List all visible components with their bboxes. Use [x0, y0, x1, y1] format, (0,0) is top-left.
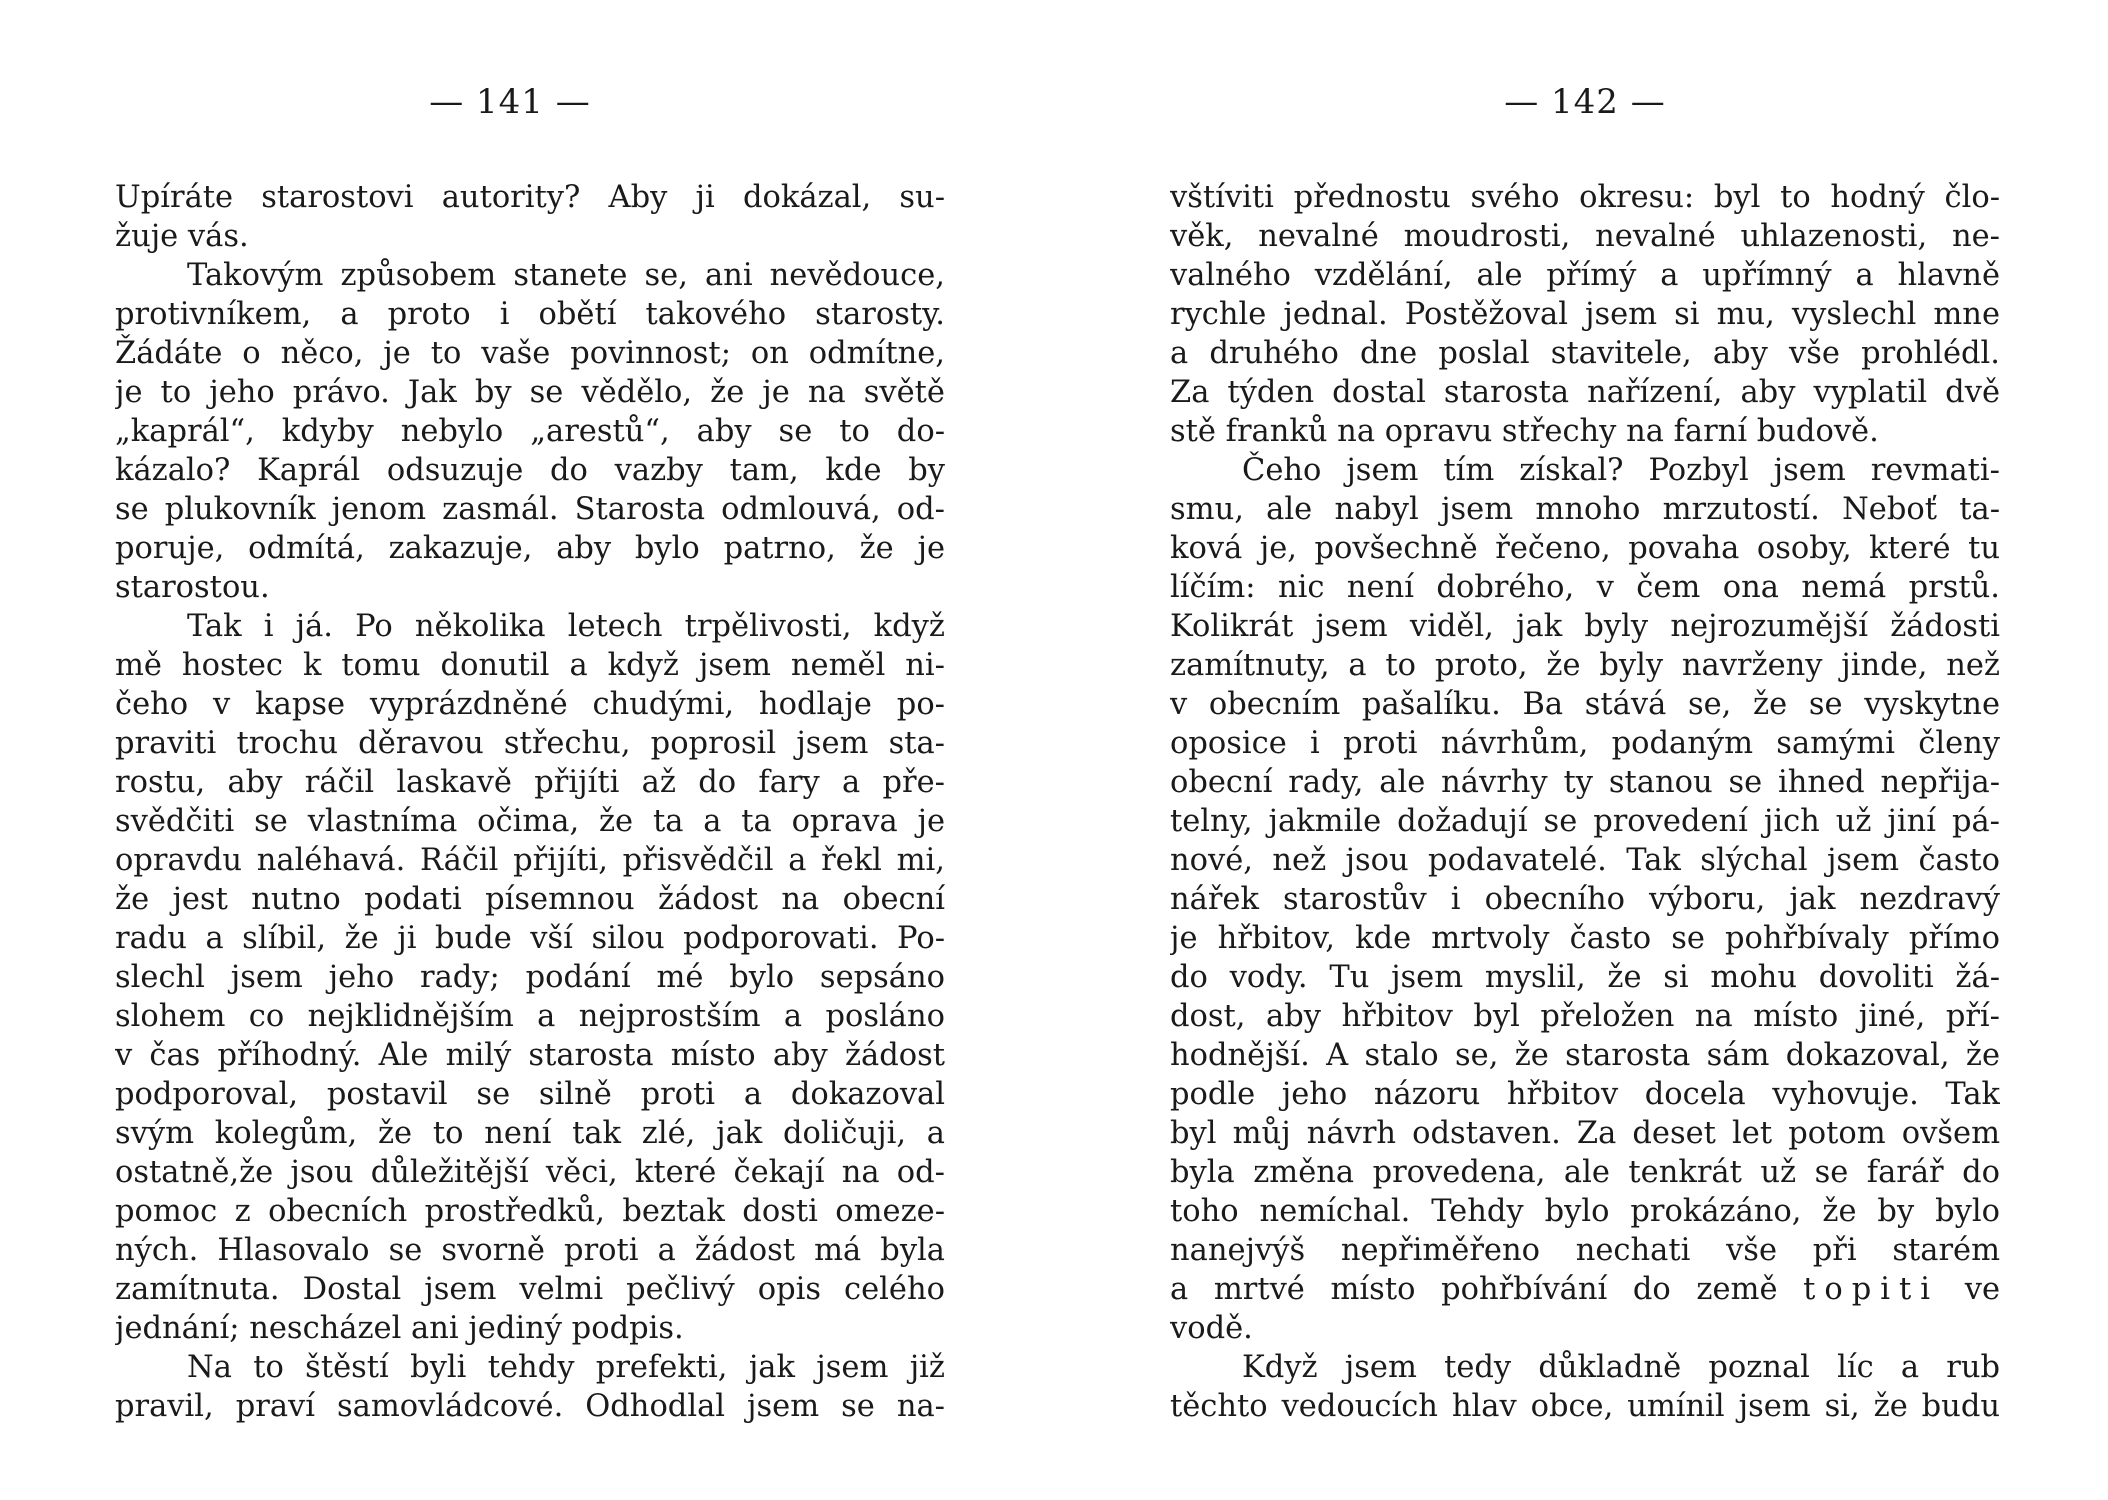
text-line: do vody. Tu jsem myslil, že si mohu dovoliti žá- — [1170, 960, 2000, 995]
text-line: slechl jsem jeho rady; podání mé bylo sepsáno — [115, 960, 945, 995]
text-line: nanejvýš nepřiměřeno nechati vše při starém — [1170, 1233, 2000, 1268]
text-line: Čeho jsem tím získal? Pozbyl jsem revmati- — [1242, 453, 2000, 488]
left-page — [115, 0, 945, 1500]
text-line: „kaprál“, kdyby nebylo „arestů“, aby se to do- — [115, 414, 945, 449]
text-line: Za týden dostal starosta nařízení, aby vyplatil dvě — [1170, 375, 2000, 410]
text-line: toho nemíchal. Tehdy bylo prokázáno, že by bylo — [1170, 1194, 2000, 1229]
text-line: Takovým způsobem stanete se, ani nevědouce, — [187, 258, 945, 293]
text-line: starostou. — [115, 570, 270, 605]
text-line: nářek starostův i obecního výboru, jak nezdravý — [1170, 882, 2000, 917]
left-page-text — [115, 178, 945, 1426]
text-line: jednání; nescházel ani jediný podpis. — [115, 1311, 684, 1346]
text-line: Kolikrát jsem viděl, jak byly nejrozumější žádosti — [1170, 609, 2000, 644]
text-line: smu, ale nabyl jsem mnoho mrzutostí. Neboť ta- — [1170, 492, 2000, 527]
text-line-spaced — [1170, 1270, 2000, 1309]
right-page — [1170, 0, 2000, 1500]
text-line: se plukovník jenom zasmál. Starosta odmlouvá, od- — [115, 492, 945, 527]
text-line: hodnější. A stalo se, že starosta sám dokazoval, že — [1170, 1038, 2000, 1073]
text-line: líčím: nic není dobrého, v čem ona nemá prstů. — [1170, 570, 2000, 605]
page-number-141: — 141 — — [429, 82, 591, 122]
text-line: radu a slíbil, že ji bude vší silou podporovati. Po- — [115, 921, 945, 956]
text-line: těchto vedoucích hlav obce, umínil jsem si, že budu — [1170, 1389, 2000, 1424]
text-line: a druhého dne poslal stavitele, aby vše prohlédl. — [1170, 336, 2000, 371]
text-line: nové, než jsou podavatelé. Tak slýchal jsem často — [1170, 843, 2000, 878]
text-line: že jest nutno podati písemnou žádost na obecní — [115, 882, 945, 917]
text-line: pravil, praví samovládcové. Odhodlal jsem se na- — [115, 1389, 945, 1424]
text-line: valného vzdělání, ale přímý a upřímný a hlavně — [1170, 258, 2000, 293]
text-line: pomoc z obecních prostředků, beztak dosti omeze- — [115, 1194, 945, 1229]
text-line: ostatně,že jsou důležitější věci, které čekají na od- — [115, 1155, 945, 1190]
text-line: Upíráte starostovi autority? Aby ji dokázal, su- — [115, 180, 945, 215]
text-line: v čas příhodný. Ale milý starosta místo aby žádost — [115, 1038, 945, 1073]
text-line: podle jeho názoru hřbitov docela vyhovuje. Tak — [1170, 1077, 2000, 1112]
text-line: byl můj návrh odstaven. Za deset let potom ovšem — [1170, 1116, 2000, 1151]
text-line: zamítnuta. Dostal jsem velmi pečlivý opis celého — [115, 1272, 945, 1307]
text-line: Tak i já. Po několika letech trpělivosti, když — [187, 609, 945, 644]
text-line: rychle jednal. Postěžoval jsem si mu, vyslechl mne — [1170, 297, 2000, 332]
text-line: čeho v kapse vyprázdněné chudými, hodlaje po- — [115, 687, 945, 722]
text-line: protivníkem, a proto i obětí takového starosty. — [115, 297, 945, 332]
text-line: rostu, aby ráčil laskavě přijíti až do fary a pře- — [115, 765, 945, 800]
text-line: obecní rady, ale návrhy ty stanou se ihned nepřija- — [1170, 765, 2000, 800]
text-line: ných. Hlasovalo se svorně proti a žádost má byla — [115, 1233, 945, 1268]
text-line: Když jsem tedy důkladně poznal líc a rub — [1242, 1350, 2000, 1385]
text-line: Na to štěstí byli tehdy prefekti, jak jsem již — [187, 1350, 945, 1385]
text-line: je to jeho právo. Jak by se vědělo, že je na světě — [115, 375, 945, 410]
page-number-142: — 142 — — [1504, 82, 1666, 122]
text-line: ková je, povšechně řečeno, povaha osoby, které tu — [1170, 531, 2000, 566]
text-line: v obecním pašalíku. Ba stává se, že se vyskytne — [1170, 687, 2000, 722]
text-line: věk, nevalné moudrosti, nevalné uhlazenosti, ne- — [1170, 219, 2000, 254]
text-line: svým kolegům, že to není tak zlé, jak doličuji, a — [115, 1116, 945, 1151]
text-line: oposice i proti návrhům, podaným samými členy — [1170, 726, 2000, 761]
text-line: opravdu naléhavá. Ráčil přijíti, přisvědčil a řekl mi, — [115, 843, 945, 878]
text-fragment: ve — [1964, 1272, 2000, 1307]
right-page-text — [1170, 178, 2000, 1426]
text-line: je hřbitov, kde mrtvoly často se pohřbívaly přímo — [1170, 921, 2000, 956]
text-line: svědčiti se vlastníma očima, že ta a ta oprava je — [115, 804, 945, 839]
text-line: žuje vás. — [115, 219, 249, 254]
text-line: Žádáte o něco, je to vaše povinnost; on odmítne, — [115, 336, 945, 371]
spaced-emphasis: topiti — [1803, 1272, 1940, 1307]
text-line: byla změna provedena, ale tenkrát už se farář do — [1170, 1155, 2000, 1190]
text-line: telny, jakmile dožadují se provedení jich už jiní pá- — [1170, 804, 2000, 839]
text-line: stě franků na opravu střechy na farní budově. — [1170, 414, 1879, 449]
text-line: vodě. — [1170, 1311, 1253, 1346]
text-line: praviti trochu děravou střechu, poprosil jsem sta- — [115, 726, 945, 761]
text-line: kázalo? Kaprál odsuzuje do vazby tam, kde by — [115, 453, 945, 488]
text-line: dost, aby hřbitov byl přeložen na místo jiné, pří- — [1170, 999, 2000, 1034]
text-line: slohem co nejklidnějším a nejprostším a posláno — [115, 999, 945, 1034]
text-fragment: a mrtvé místo pohřbívání do země — [1170, 1272, 1778, 1307]
text-line: poruje, odmítá, zakazuje, aby bylo patrno, že je — [115, 531, 945, 566]
text-line: vštíviti přednostu svého okresu: byl to hodný člo- — [1170, 180, 2000, 215]
text-line: podporoval, postavil se silně proti a dokazoval — [115, 1077, 945, 1112]
text-line: mě hostec k tomu donutil a když jsem neměl ni- — [115, 648, 945, 683]
text-line: zamítnuty, a to proto, že byly navrženy jinde, než — [1170, 648, 2000, 683]
